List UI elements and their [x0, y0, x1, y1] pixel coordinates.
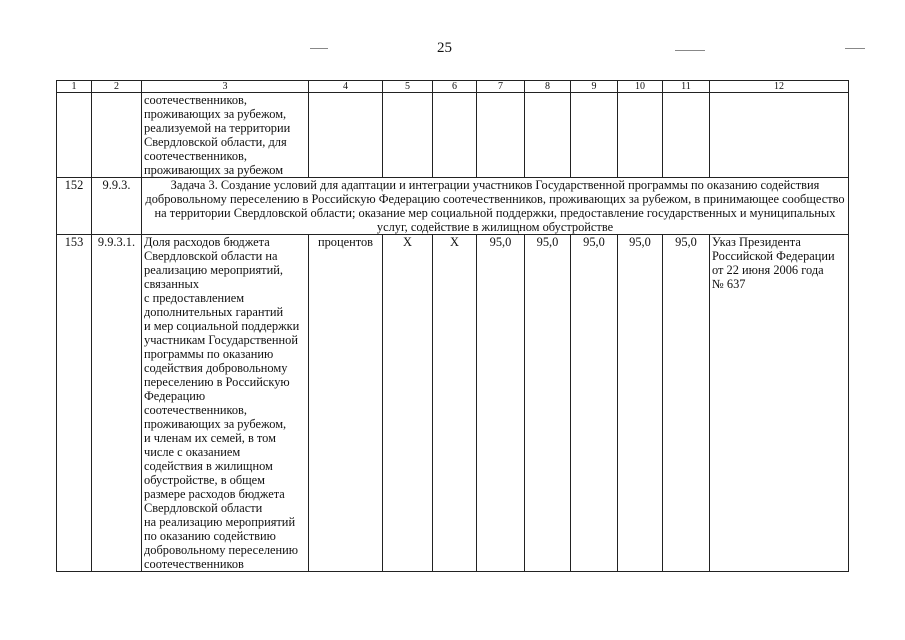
indicator-name: Доля расходов бюджета Свердловской области на реализацию мероприятий, связанных с предоставлением дополнительных гарантий и мер социальной поддержки участникам Государственной программы по оказанию содействия добровольному переселению в Российскую Федерацию соотечественников, проживающих за рубежом, и членам их семей, в том числе с оказанием содействия в жилищном обустройстве, в общем размере расходов бюджета Свердловской области на реализацию мероприятий по оказанию содействию добровольному переселению соотечественников: [142, 235, 309, 572]
column-number: 6: [433, 81, 477, 93]
column-number: 3: [142, 81, 309, 93]
column-number: 10: [618, 81, 663, 93]
indicator-row: [57, 235, 849, 572]
value-cell: 95,0: [525, 235, 571, 572]
row-code: 9.9.3.: [92, 178, 142, 235]
row-number: 152: [57, 178, 92, 235]
value-cell: X: [433, 235, 477, 572]
value-cell: X: [383, 235, 433, 572]
value-cell: 95,0: [618, 235, 663, 572]
indicators-table: [56, 80, 849, 572]
row-code: 9.9.3.1.: [92, 235, 142, 572]
column-number: 1: [57, 81, 92, 93]
scan-artifact: [675, 50, 705, 51]
value-cell: 95,0: [477, 235, 525, 572]
scan-artifact: [845, 48, 865, 49]
column-number: 5: [383, 81, 433, 93]
column-number: 9: [571, 81, 618, 93]
unit-cell: процентов: [309, 235, 383, 572]
column-number-row: [57, 81, 849, 93]
source-document: Указ Президента Российской Федерации от 22 июня 2006 года № 637: [710, 235, 849, 572]
task-row: [57, 178, 849, 235]
column-number: 11: [663, 81, 710, 93]
value-cell: 95,0: [663, 235, 710, 572]
column-number: 2: [92, 81, 142, 93]
column-number: 8: [525, 81, 571, 93]
row-number: 153: [57, 235, 92, 572]
continuation-text: соотечественников, проживающих за рубежом, реализуемой на территории Свердловской области, для соотечественников, проживающих за рубежом: [142, 93, 309, 178]
scan-artifact: [310, 48, 328, 49]
column-number: 4: [309, 81, 383, 93]
task-description: Задача 3. Создание условий для адаптации и интеграции участников Государственной программы по оказанию содействия добровольному переселению в Российскую Федерацию соотечественников, проживающих за рубежом, в принимающее сообщество на территории Свердловской области; оказание мер социальной поддержки, предоставление государственных и муниципальных услуг, содействие в жилищном обустройстве: [142, 178, 849, 235]
value-cell: 95,0: [571, 235, 618, 572]
continuation-row: [57, 93, 849, 178]
page-number: 25: [437, 40, 452, 56]
column-number: 7: [477, 81, 525, 93]
column-number: 12: [710, 81, 849, 93]
